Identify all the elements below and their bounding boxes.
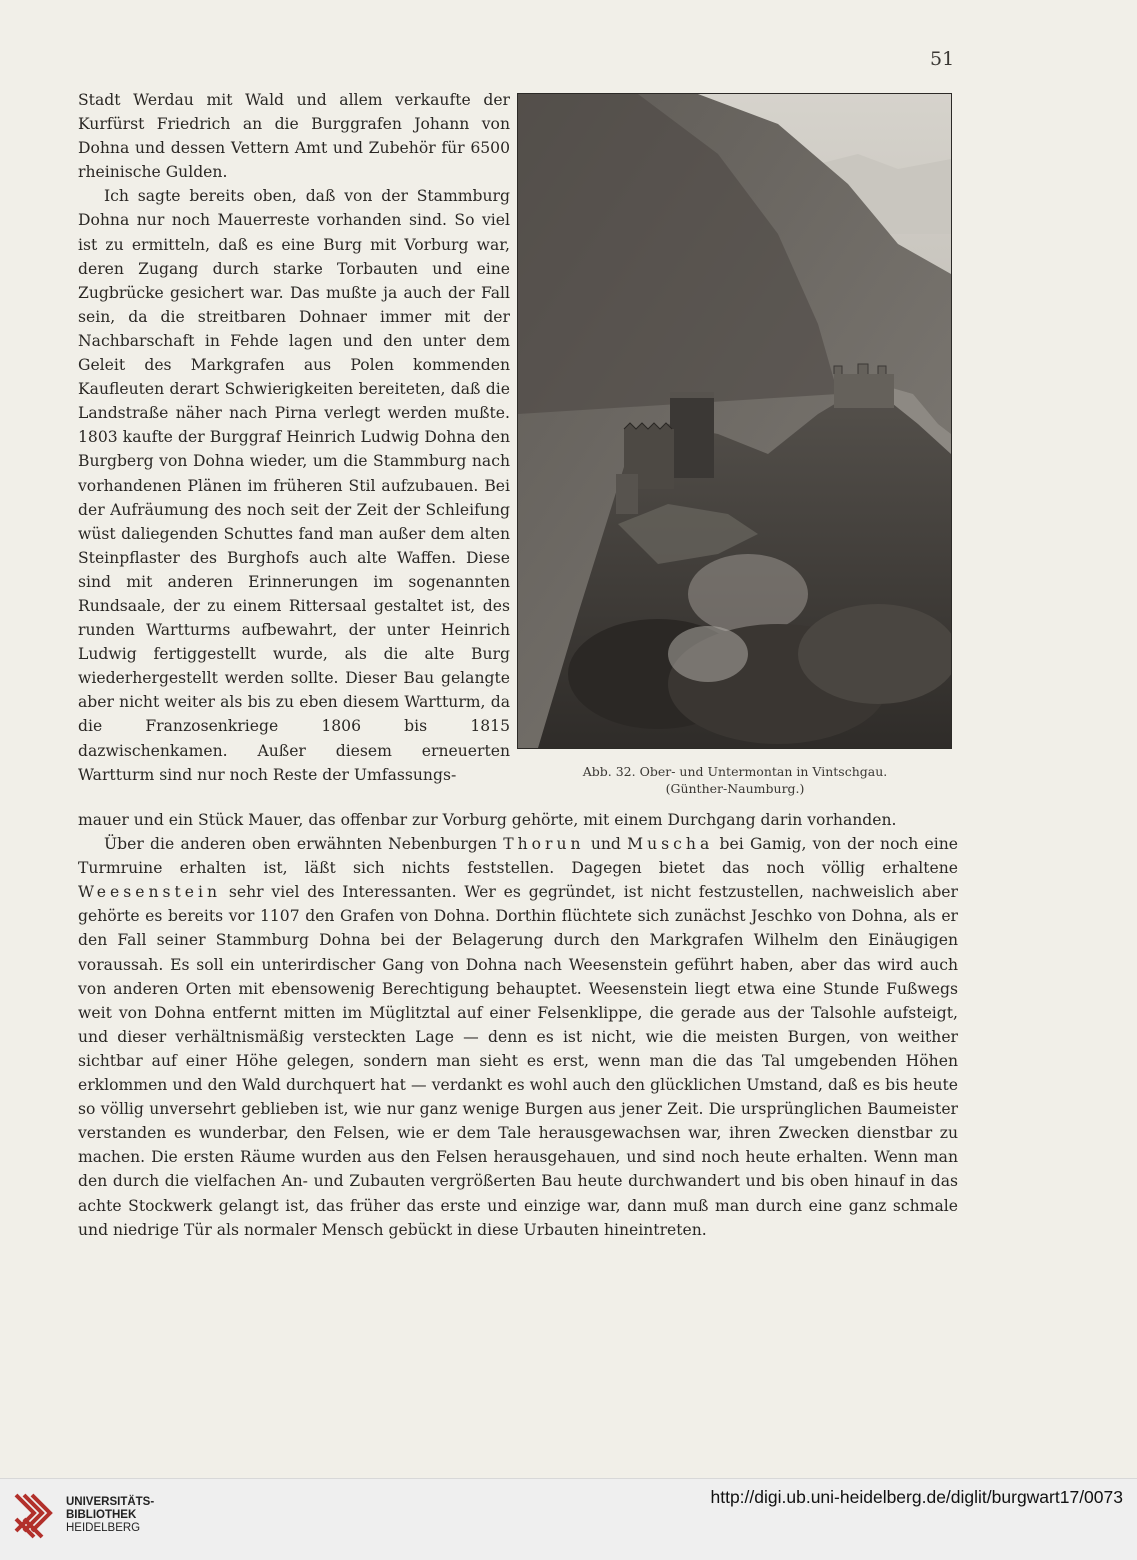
column-text bbox=[78, 88, 510, 787]
caption-title: Abb. 32. Ober- und Untermontan in Vintschgau. bbox=[582, 764, 888, 779]
place-name-thorun: Thorun bbox=[503, 835, 585, 854]
ruins-landscape-image bbox=[518, 94, 951, 748]
place-name-weesenstein: Weesenstein bbox=[78, 883, 222, 902]
footer-bar bbox=[0, 1478, 1137, 1560]
paragraph: Ich sagte bereits oben, daß von der Stammburg Dohna nur noch Mauerreste vorhanden sind. So viel ist zu ermitteln, daß es eine Burg mit Vorburg war, deren Zugang durch starke Torbauten und eine Zugbrücke gesichert war. Das mußte ja auch der Fall sein, da die streitbaren Dohnaer immer mit der Nachbarschaft in Fehde lagen und den unter dem Geleit des Markgrafen aus Polen kommenden Kaufleuten derart Schwierigkeiten bereiteten, daß die Landstraße näher nach Pirna verlegt werden mußte. 1803 kaufte der Burggraf Heinrich Ludwig Dohna den Burgberg von Dohna wieder, um die Stammburg nach vorhandenen Plänen im früheren Stil aufzubauen. Bei der Aufräumung des noch seit der Zeit der Schleifung wüst daliegenden Schuttes fand man außer dem alten Steinpflaster des Burghofs auch alte Waffen. Diese sind mit anderen Erinnerungen im sogenannten Rundsaale, der zu einem Rittersaal gestaltet ist, des runden Wartturms aufbewahrt, der unter Heinrich Ludwig fertiggestellt wurde, als die alte Burg wiederhergestellt werden sollte. Dieser Bau gelangte aber nicht weiter als bis zu eben diesem Wartturm, da die Franzosenkriege 1806 bis 1815 dazwischenkamen. Außer diesem erneuerten Wartturm sind nur noch Reste der Umfassungs- bbox=[78, 187, 510, 784]
page-number: 51 bbox=[930, 48, 955, 70]
paragraph: Über die anderen oben erwähnten Nebenburgen Thorun und Muscha bei Gamig, von der noch eine Turmruine erhalten ist, läßt sich nichts feststellen. Dagegen bietet das noch völlig erhaltene Weesenstein sehr viel des Interessanten. Wer es gegründet, ist nicht festzustellen, nachweislich aber gehörte es bereits vor 1107 den Grafen von Dohna. Dorthin flüchtete sich zunächst Jeschko von Dohna, als er den Fall seiner Stammburg Dohna bei der Belagerung durch den Markgrafen Wilhelm den Einäugigen voraussah. Es soll ein unterirdischer Gang von Dohna nach Weesenstein geführt haben, aber das wird auch von anderen Orten mit ebensowenig Berechtigung behauptet. Weesenstein liegt etwa eine Stunde Fußwegs weit von Dohna entfernt mitten im Müglitztal auf einer Felsenklippe, die gerade aus der Talsohle aufsteigt, und dieser verhältnismäßig versteckten Lage — denn es ist nicht, wie die meisten Burgen, von weither sichtbar auf einer Höhe gelegen, sondern man sieht es erst, wenn man die das Tal umgebenden Höhen erklommen und den Wald durchquert hat — verdankt es wohl auch den glücklichen Umstand, daß es bis heute so völlig unversehrt geblieben ist, wie nur ganz wenige Burgen aus jener Zeit. Die ursprünglichen Baumeister verstanden es wunderbar, den Felsen, wie er dem Tale herausgewachsen war, ihren Zwecken dienstbar zu machen. Die ersten Räume wurden aus den Felsen herausgehauen, und sind noch heute erhalten. Wenn man den durch die vielfachen An- und Zubauten vergrößerten Bau heute durchwandert und bis oben hinauf in das achte Stockwerk gelangt ist, das früher das erste und einzige war, dann muß man durch eine ganz schmale und niedrige Tür als normaler Mensch gebückt in diese Urbauten hineintreten. bbox=[78, 835, 958, 1239]
library-logo-icon bbox=[12, 1491, 58, 1549]
paragraph: mauer und ein Stück Mauer, das offenbar zur Vorburg gehörte, mit einem Durchgang darin vorhanden. bbox=[78, 811, 897, 829]
source-url-link[interactable]: http://digi.ub.uni-heidelberg.de/diglit/burgwart17/0073 bbox=[710, 1487, 1123, 1507]
caption-credit: (Günther-Naumburg.) bbox=[665, 781, 805, 796]
figure-caption bbox=[530, 763, 940, 797]
library-name: UNIVERSITÄTS- BIBLIOTHEK HEIDELBERG bbox=[66, 1496, 155, 1534]
paragraph: Stadt Werdau mit Wald und allem verkaufte der Kurfürst Friedrich an die Burggrafen Johann von Dohna und dessen Vettern Amt und Zubehör für 6500 rheinische Gulden. bbox=[78, 91, 510, 182]
place-name-muscha: Muscha bbox=[627, 835, 714, 854]
figure-illustration bbox=[517, 93, 952, 749]
full-width-text bbox=[78, 808, 958, 1242]
